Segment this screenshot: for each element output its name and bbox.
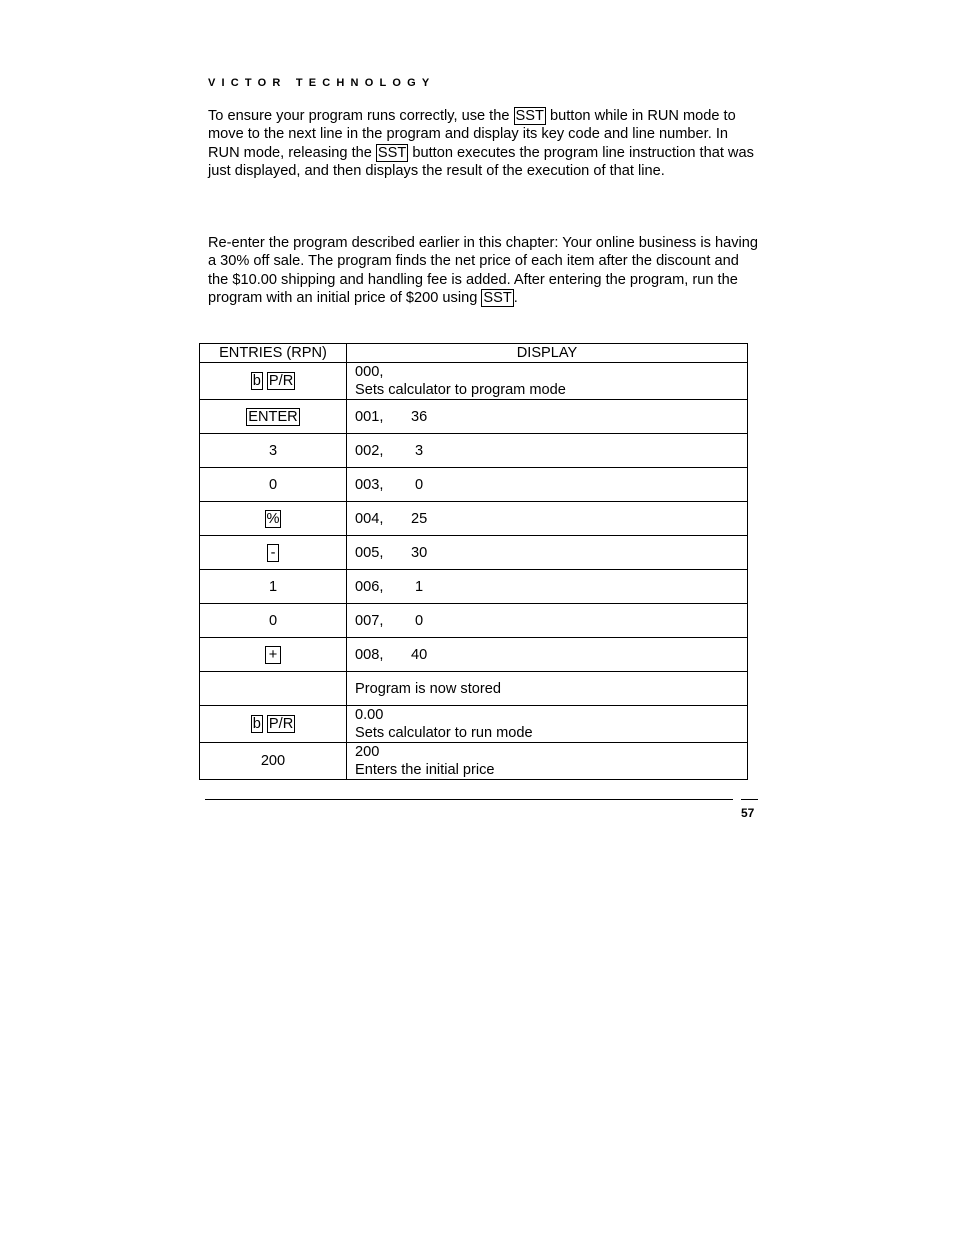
- footer-rule-short: [741, 799, 758, 800]
- pr-key: P/R: [268, 373, 294, 389]
- program-table: [199, 343, 748, 780]
- page-number: 57: [741, 806, 755, 820]
- display-code: 006,: [355, 578, 384, 595]
- table-row: [200, 604, 748, 638]
- display-code: 003,: [355, 476, 384, 493]
- display-value: 0.00: [355, 707, 384, 723]
- entry-cell: 3: [200, 434, 347, 468]
- display-cell: [347, 502, 748, 536]
- entry-cell: [200, 400, 347, 434]
- display-code: 005,: [355, 544, 384, 561]
- entry-cell: [200, 706, 347, 743]
- header-entries: ENTRIES (RPN): [200, 344, 347, 363]
- display-cell: [347, 604, 748, 638]
- para2-text-1: Re-enter the program described earlier in this chapter: Your online business is having a 30% off sale. The program finds the net price of each item after the discount and the $10.00 shipping and handling fee is added. After entering the program, run the program with an initial price of $200 using: [208, 235, 759, 307]
- display-cell: [347, 468, 748, 502]
- para1-text-3: button executes the program line instruction that was just displayed, and then displays the result of the execution of that line.: [208, 144, 754, 180]
- display-code: 004,: [355, 510, 384, 527]
- minus-key: -: [267, 544, 280, 562]
- display-value: 1: [415, 578, 424, 595]
- table-row: [200, 502, 748, 536]
- footer-rule: [205, 799, 733, 800]
- entry-cell: 1: [200, 570, 347, 604]
- table-row: [200, 672, 748, 706]
- display-value: 0: [415, 476, 424, 493]
- table-row: [200, 434, 748, 468]
- display-description: Sets calculator to run mode: [355, 725, 533, 741]
- entry-cell: [200, 502, 347, 536]
- display-code: 002,: [355, 442, 384, 459]
- display-description: Sets calculator to program mode: [355, 382, 566, 398]
- header-display: DISPLAY: [347, 344, 748, 363]
- display-value: 0: [415, 612, 424, 629]
- entry-cell: [200, 536, 347, 570]
- para2-text-2: .: [513, 290, 518, 307]
- table-row: [200, 468, 748, 502]
- entry-cell: 200: [200, 743, 347, 780]
- table-row: [200, 743, 748, 780]
- sst-key: SST: [483, 290, 512, 307]
- display-code: 000,: [355, 364, 384, 380]
- table-row: [200, 400, 748, 434]
- display-cell: Program is now stored: [347, 672, 748, 706]
- running-header: VICTOR TECHNOLOGY: [208, 77, 436, 89]
- display-value: 36: [411, 408, 428, 425]
- sst-key: SST: [515, 108, 544, 124]
- pr-key: P/R: [268, 716, 294, 732]
- display-value: 200: [355, 744, 380, 760]
- entry-cell: 0: [200, 604, 347, 638]
- plus-key: +: [265, 646, 282, 664]
- entry-cell: 0: [200, 468, 347, 502]
- entry-cell: [200, 363, 347, 400]
- table-row: [200, 363, 748, 400]
- display-cell: [347, 400, 748, 434]
- table-row: [200, 638, 748, 672]
- entry-cell: [200, 672, 347, 706]
- display-code: 001,: [355, 408, 384, 425]
- paragraph-sst-intro: [208, 107, 758, 181]
- display-cell: [347, 706, 748, 743]
- para1-text-1: To ensure your program runs correctly, use the: [208, 108, 514, 124]
- b-key: b: [252, 716, 261, 732]
- display-value: 40: [411, 646, 428, 663]
- enter-key: ENTER: [248, 408, 298, 425]
- table-row: [200, 536, 748, 570]
- display-cell: [347, 570, 748, 604]
- display-code: 007,: [355, 612, 384, 629]
- table-row: [200, 570, 748, 604]
- sst-key: SST: [377, 144, 407, 161]
- b-key: b: [252, 373, 261, 389]
- display-value: 25: [411, 510, 428, 527]
- entry-cell: [200, 638, 347, 672]
- display-value: 30: [411, 544, 428, 561]
- display-cell: [347, 743, 748, 780]
- percent-key: %: [266, 510, 280, 527]
- display-cell: [347, 638, 748, 672]
- display-cell: [347, 434, 748, 468]
- display-value: 3: [415, 442, 424, 459]
- paragraph-exercise: [208, 234, 758, 308]
- display-cell: [347, 536, 748, 570]
- table-row: [200, 706, 748, 743]
- display-description: Enters the initial price: [355, 762, 495, 778]
- display-cell: [347, 363, 748, 400]
- para1-text-2: button while in RUN mode to move to the next line in the program and display its key code and line number. In RUN mode, releasing the: [208, 108, 736, 161]
- display-code: 008,: [355, 646, 384, 663]
